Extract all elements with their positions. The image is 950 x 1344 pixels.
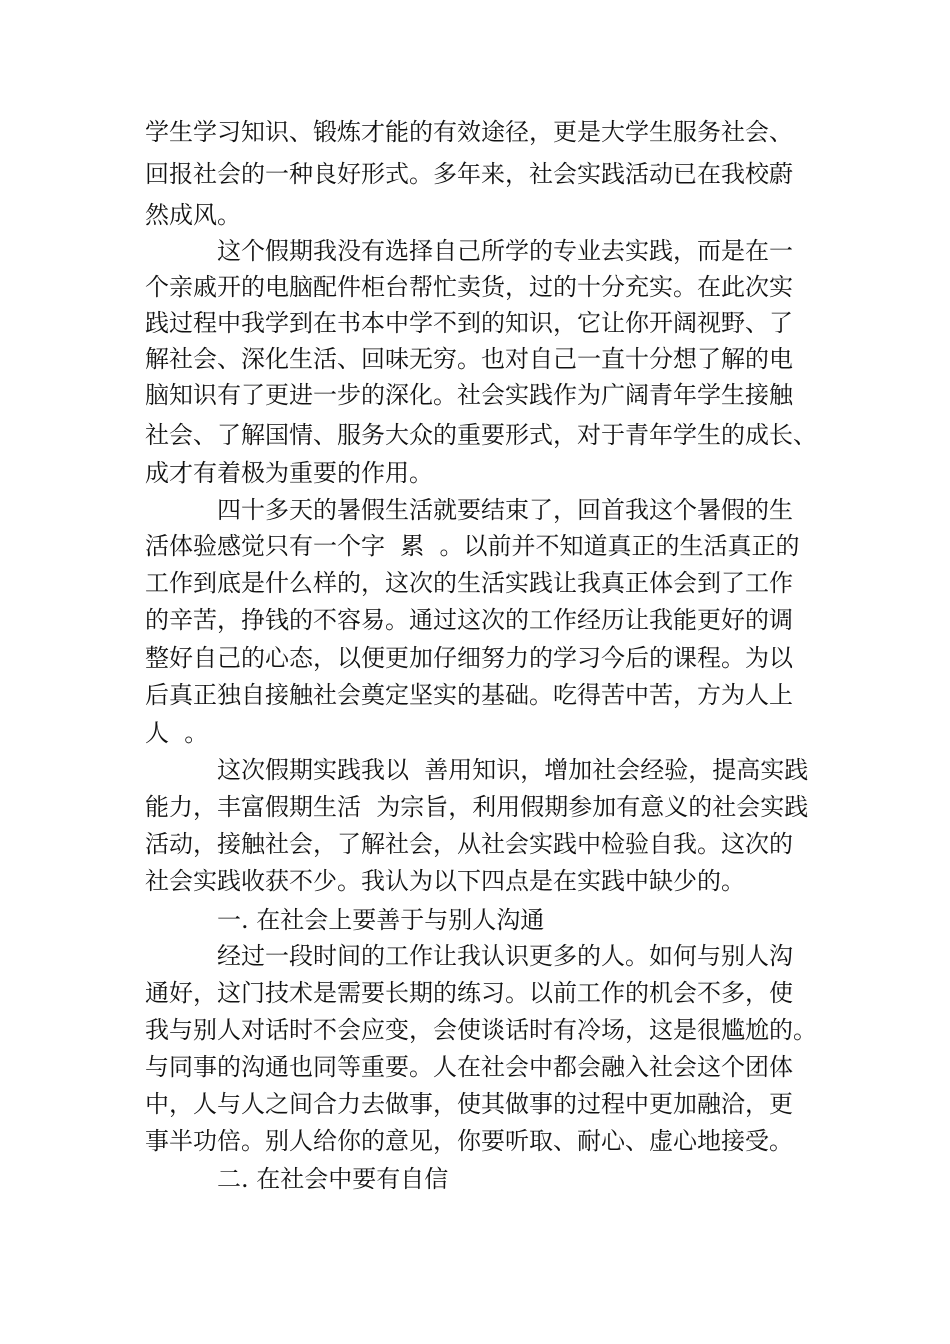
text-line: 整好自己的心态，以便更加仔细努力的学习今后的课程。为以 [145,644,793,672]
text-line: 我与别人对话时不会应变，会使谈话时有冷场，这是很尴尬的。 [145,1016,817,1044]
text-line: 后真正独自接触社会奠定坚实的基础。吃得苦中苦，方为人上 [145,681,793,709]
text-line: 的辛苦，挣钱的不容易。通过这次的工作经历让我能更好的调 [145,606,793,634]
text-line: 脑知识有了更进一步的深化。社会实践作为广阔青年学生接触 [145,381,793,409]
text-line: 然成风。 [145,201,241,229]
section-heading: 一. 在社会上要善于与别人沟通 [217,906,545,934]
text-line: 工作到底是什么样的，这次的生活实践让我真正体会到了工作 [145,569,793,597]
section-heading: 二. 在社会中要有自信 [217,1165,449,1193]
text-line: 社会、了解国情、服务大众的重要形式，对于青年学生的成长、 [145,421,817,449]
text-line: 活动，接触社会，了解社会，从社会实践中检验自我。这次的 [145,830,793,858]
paragraph-first-line: 这次假期实践我以 善用知识，增加社会经验，提高实践 [217,756,809,784]
text-line: 人 。 [145,719,209,747]
text-line: 成才有着极为重要的作用。 [145,459,433,487]
paragraph-first-line: 四十多天的暑假生活就要结束了，回首我这个暑假的生 [217,496,793,524]
text-line: 活体验感觉只有一个字 累 。以前并不知道真正的生活真正的 [145,532,800,560]
text-line: 解社会、深化生活、回味无穷。也对自己一直十分想了解的电 [145,345,793,373]
text-line: 社会实践收获不少。我认为以下四点是在实践中缺少的。 [145,867,745,895]
text-line: 能力，丰富假期生活 为宗旨，利用假期参加有意义的社会实践 [145,793,809,821]
text-line: 学生学习知识、锻炼才能的有效途径，更是大学生服务社会、 [145,118,793,146]
paragraph-first-line: 经过一段时间的工作让我认识更多的人。如何与别人沟 [217,942,793,970]
text-line: 中，人与人之间合力去做事，使其做事的过程中更加融洽，更 [145,1090,793,1118]
text-line: 个亲戚开的电脑配件柜台帮忙卖货，过的十分充实。在此次实 [145,273,793,301]
text-line: 通好，这门技术是需要长期的练习。以前工作的机会不多，使 [145,979,793,1007]
paragraph-first-line: 这个假期我没有选择自己所学的专业去实践，而是在一 [217,237,793,265]
text-line: 回报社会的一种良好形式。多年来，社会实践活动已在我校蔚 [145,160,793,188]
text-line: 践过程中我学到在书本中学不到的知识，它让你开阔视野、了 [145,309,793,337]
text-line: 与同事的沟通也同等重要。人在社会中都会融入社会这个团体 [145,1053,793,1081]
text-line: 事半功倍。别人给你的意见，你要听取、耐心、虚心地接受。 [145,1127,793,1155]
